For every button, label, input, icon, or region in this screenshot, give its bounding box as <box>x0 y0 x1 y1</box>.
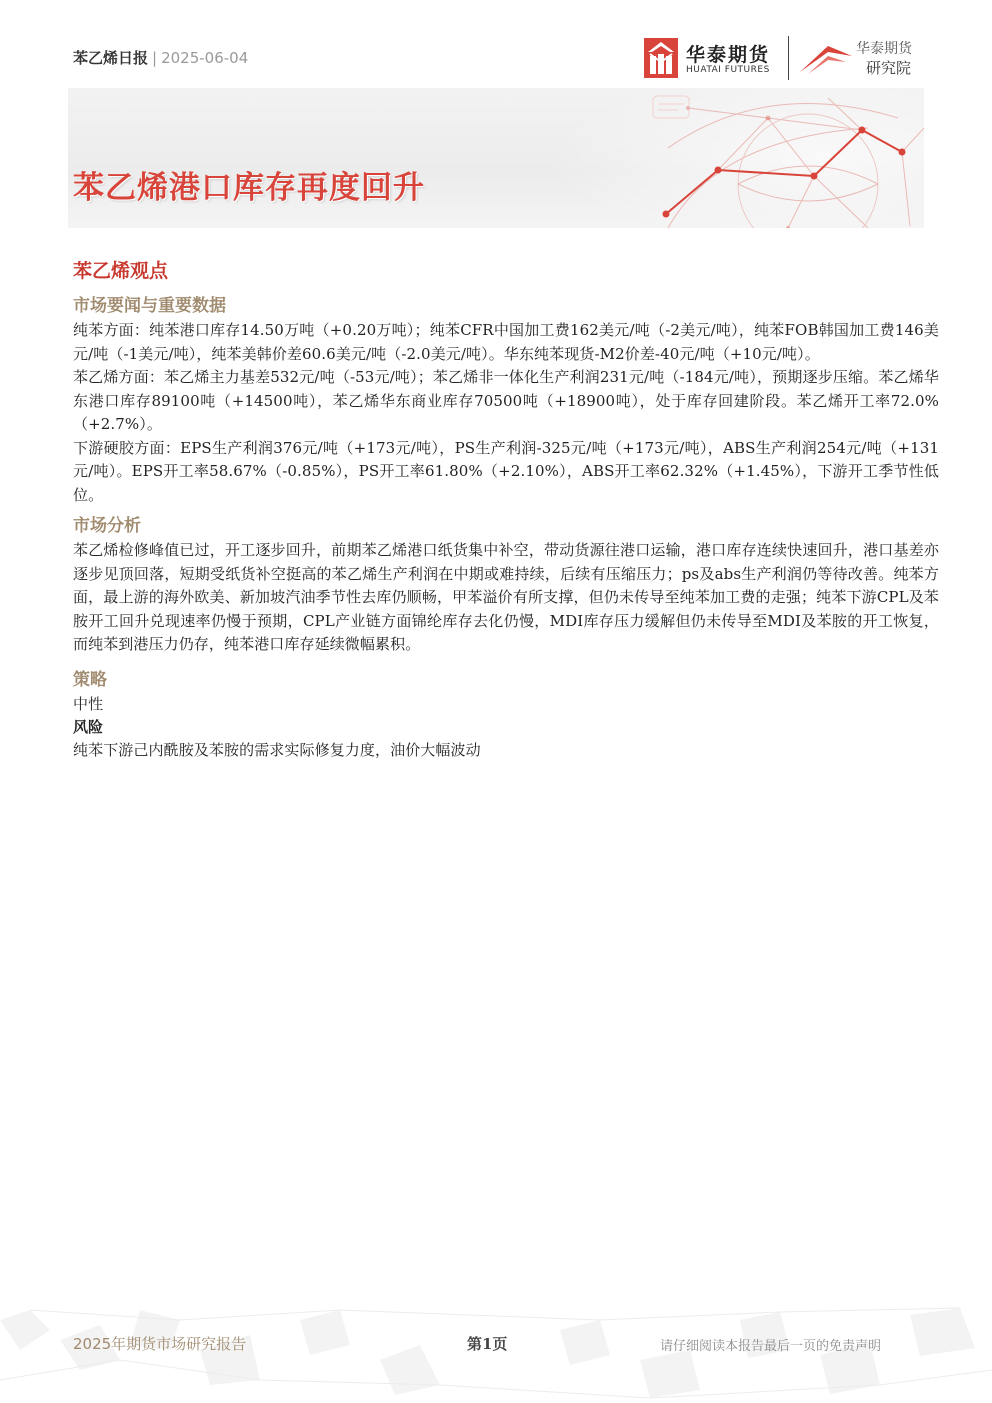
logo-cn-text: 华泰期货 <box>686 44 771 66</box>
strategy-value: 中性 <box>73 694 104 713</box>
news-paragraph-downstream: 下游硬胶方面：EPS生产利润376元/吨（+173元/吨），PS生产利润-325元/吨（+173元/吨），ABS生产利润254元/吨（+131元/吨）。EPS开工率58.67%（-0.85%），PS开工率61.80%（+2.10%），ABS开工率62.32%（+1.45%），下游开工季节性低位。 <box>73 438 939 504</box>
page-title: 苯乙烯港口库存再度回升 <box>73 170 425 206</box>
research-logo-icon <box>798 38 854 78</box>
risk-value: 纯苯下游己内酰胺及苯胺的需求实际修复力度，油价大幅波动 <box>73 741 481 759</box>
news-paragraph-benzene: 纯苯方面：纯苯港口库存14.50万吨（+0.20万吨）；纯苯CFR中国加工费162美元/吨（-2美元/吨），纯苯FOB韩国加工费146美元/吨（-1美元/吨），纯苯美韩价差60.6美元/吨（-2.0美元/吨）。华东纯苯现货-M2价差-40元/吨（+10元/吨）。 <box>73 321 939 363</box>
logo-en-text: HUATAI FUTURES <box>686 65 770 75</box>
research-logo-line2: 研究院 <box>866 59 912 77</box>
footer-disclaimer-note: 请仔细阅读本报告最后一页的免责声明 <box>660 1339 882 1354</box>
network-graphic-icon <box>68 88 924 228</box>
analysis-paragraph: 苯乙烯检修峰值已过，开工逐步回升，前期苯乙烯港口纸货集中补空，带动货源往港口运输，港口库存连续快速回升，港口基差亦逐步见顶回落，短期受纸货补空挺高的苯乙烯生产利润在中期或难持续，后续有压缩压力；ps及abs生产利润仍等待改善。纯苯方面，最上游的海外欧美、新加坡汽油季节性去库仍顺畅，甲苯溢价有所支撑，但仍未传导至纯苯加工费的走强；纯苯下游CPL及苯胺开工回升兑现速率仍慢于预期，CPL产业链方面锦纶库存去化仍慢，MDI库存压力缓解但仍未传导至MDI及苯胺的开工恢复，而纯苯到港压力仍存，纯苯港口库存延续微幅累积。 <box>73 541 939 653</box>
header-separator: | <box>152 49 158 67</box>
report-meta <box>73 47 248 68</box>
logo-divider <box>788 36 789 80</box>
huatai-futures-logo <box>644 38 784 82</box>
huatai-logo-icon <box>644 38 678 78</box>
report-name: 苯乙烯日报 <box>73 49 149 67</box>
strategy-subtitle: 策略 <box>73 669 107 690</box>
risk-label: 风险 <box>73 718 104 736</box>
research-logo-line1: 华泰期货 <box>856 41 912 57</box>
research-institute-logo <box>798 38 922 82</box>
news-paragraph-styrene: 苯乙烯方面：苯乙烯主力基差532元/吨（-53元/吨）；苯乙烯非一体化生产利润231元/吨（-184元/吨），预期逐步压缩。苯乙烯华东港口库存89100吨（+14500吨），苯乙烯华东商业库存70500吨（+18900吨），处于库存回建阶段。苯乙烯开工率72.0%（+2.7%）。 <box>73 368 939 433</box>
section-title: 苯乙烯观点 <box>73 260 169 282</box>
page-header <box>0 0 992 88</box>
title-banner <box>68 88 924 228</box>
news-subtitle: 市场要闻与重要数据 <box>73 296 226 316</box>
main-content <box>73 256 939 763</box>
report-date: 2025-06-04 <box>161 49 249 67</box>
analysis-subtitle: 市场分析 <box>73 516 141 536</box>
page-number: 第1页 <box>467 1335 508 1353</box>
footer-report-series: 2025年期货市场研究报告 <box>73 1335 247 1353</box>
